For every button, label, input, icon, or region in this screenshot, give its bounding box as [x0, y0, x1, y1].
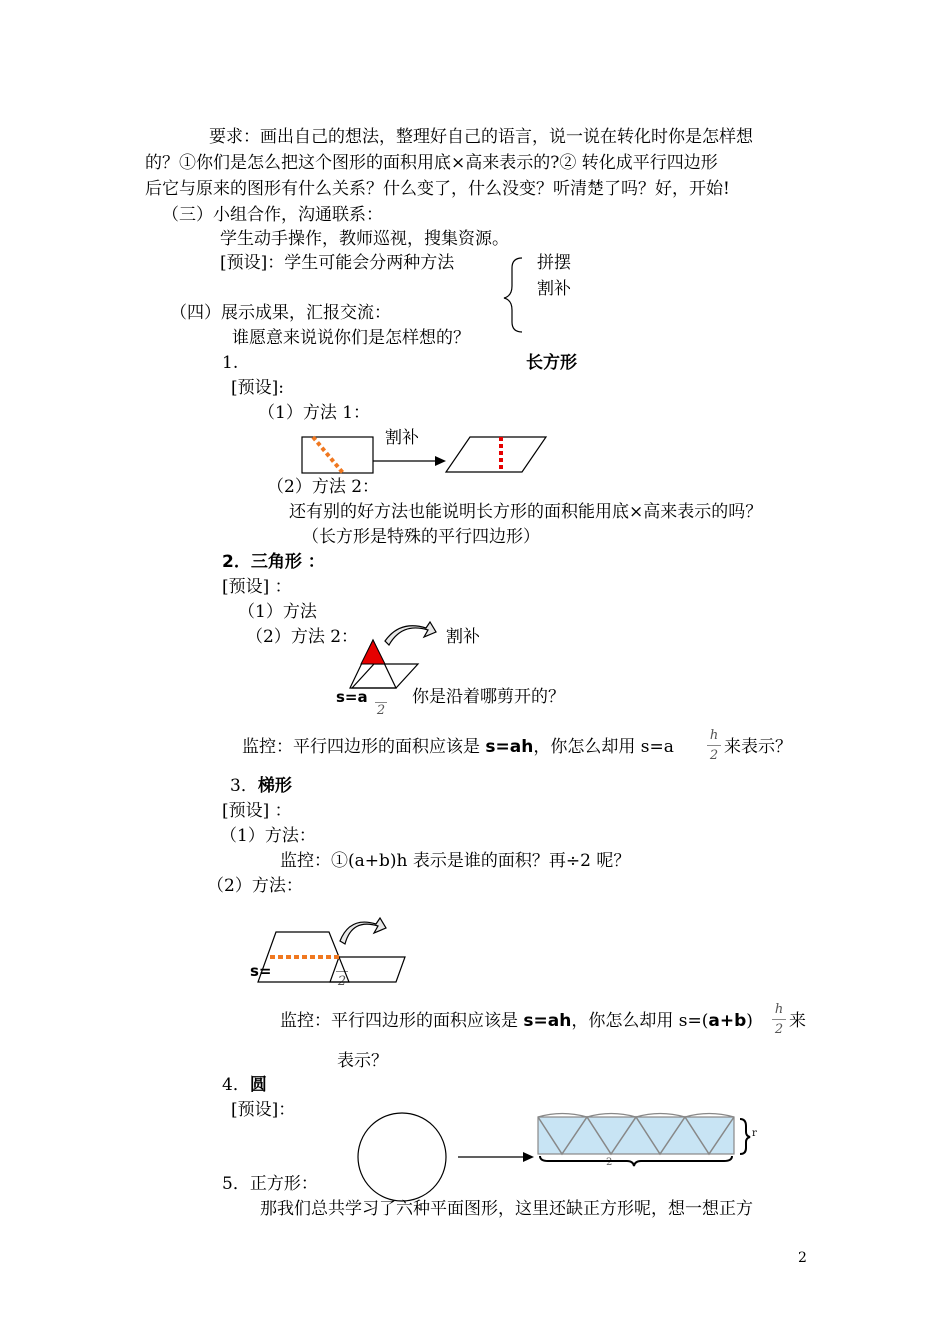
item3-formula-s: s=	[250, 962, 272, 980]
requirements-line-3: 后它与原来的图形有什么关系？什么变了，什么没变？听清楚了吗？好，开始!	[145, 179, 730, 199]
section-3-heading: （三）小组合作，沟通联系：	[162, 205, 383, 225]
item5-heading: 5．正方形：	[222, 1174, 318, 1194]
item1-parallelogram	[446, 437, 546, 472]
item2-red-triangle	[361, 640, 385, 664]
item4-circle	[358, 1113, 446, 1201]
item3-monitor: 监控：①(a+b)h 表示是谁的面积？再÷2 呢？	[280, 851, 631, 871]
brace-option-pinbai: 拼摆	[537, 253, 571, 273]
item1-note: （长方形是特殊的平行四边形）	[302, 527, 540, 547]
item3-rotate-arrow	[340, 918, 386, 944]
item2-rotate-arrow	[385, 622, 436, 645]
item1-rectangle-cut-line	[313, 437, 343, 473]
item4-arrow-head	[523, 1152, 534, 1162]
item4-title: 圆	[249, 1075, 267, 1095]
curly-brace	[504, 258, 522, 332]
page-number: 2	[798, 1250, 807, 1266]
item3-parallelogram	[330, 957, 405, 982]
item1-method-1: （1）方法 1：	[258, 403, 371, 423]
monitor-2-e: )	[746, 1011, 753, 1031]
item2-cut-label: 割补	[446, 627, 480, 647]
who-question: 谁愿意来说说你们是怎样想的？	[232, 328, 470, 348]
item2-method-1: （1）方法	[238, 602, 317, 622]
item4-number: 4．	[222, 1075, 250, 1095]
item4-r-label: r	[752, 1128, 757, 1139]
item1-method-2: （2）方法 2：	[267, 477, 380, 497]
item5-body: 那我们总共学习了六种平面图形，这里还缺正方形呢，想一想正方	[260, 1199, 753, 1219]
item1-rectangle	[302, 437, 373, 473]
monitor-1-end: 来表示？	[724, 737, 792, 757]
item1-number: 1.	[222, 353, 239, 373]
item4-preset: [预设]：	[231, 1100, 296, 1120]
monitor-2-d: a+b	[708, 1011, 747, 1031]
monitor-1-b: s=ah	[485, 737, 534, 757]
monitor-2-end: 来	[789, 1011, 806, 1031]
item3-method-2: （2）方法：	[207, 876, 303, 896]
item2-preset: [预设] ：	[222, 577, 292, 597]
item3-number: 3．	[230, 776, 258, 796]
item1-question: 还有别的好方法也能说明长方形的面积能用底×高来表示的吗？	[289, 502, 763, 522]
item1-preset: [预设]:	[231, 378, 284, 398]
item4-bottom-brace	[540, 1156, 732, 1166]
requirements-line-2: 的？①你们是怎么把这个图形的面积用底×高来表示的?② 转化成平行四边形	[145, 153, 718, 173]
brace-option-gebu: 割补	[537, 279, 571, 299]
monitor-2-b: s=ah	[523, 1011, 572, 1031]
monitor-1-fraction-denominator: 2	[709, 748, 719, 763]
monitor-1-fraction-numerator: h	[709, 728, 719, 743]
item4-side-brace	[740, 1119, 750, 1154]
section-3-body: 学生动手操作，教师巡视，搜集资源。	[220, 229, 509, 249]
monitor-1-c: ，你怎么却用 s=a	[533, 737, 674, 757]
monitor-2-fraction-numerator: h	[774, 1002, 784, 1017]
item1-title: 长方形	[526, 353, 577, 373]
monitor-2-c: ，你怎么却用 s=(	[571, 1011, 709, 1031]
item3-fraction-denominator: 2	[337, 974, 347, 989]
monitor-1-a: 监控：平行四边形的面积应该是	[242, 737, 486, 757]
item4-bottom-label: 2	[606, 1157, 613, 1168]
requirements-line-1: 要求：画出自己的想法，整理好自己的语言，说一说在转化时你是怎样想	[209, 127, 753, 147]
monitor-2-continuation: 表示？	[337, 1051, 388, 1071]
monitor-2-a: 监控：平行四边形的面积应该是	[280, 1011, 524, 1031]
item2-title: 2．三角形 ：	[222, 552, 325, 572]
item2-fraction-denominator: 2	[376, 703, 386, 718]
section-4-heading: （四）展示成果，汇报交流：	[170, 303, 391, 323]
preset-two-methods: [预设]：学生可能会分两种方法	[220, 253, 455, 273]
item3-title: 梯形	[257, 776, 292, 796]
item2-question: 你是沿着哪剪开的？	[412, 687, 565, 707]
item1-arrow-head	[435, 456, 446, 466]
item3-preset: [预设] ：	[222, 801, 292, 821]
monitor-2-fraction-denominator: 2	[774, 1022, 784, 1037]
item3-method-1: （1）方法：	[220, 826, 316, 846]
item2-formula: s=a	[336, 688, 368, 706]
item2-parallelogram	[352, 664, 418, 688]
item1-cut-label: 割补	[385, 428, 419, 448]
item2-method-2: （2）方法 2：	[246, 627, 359, 647]
